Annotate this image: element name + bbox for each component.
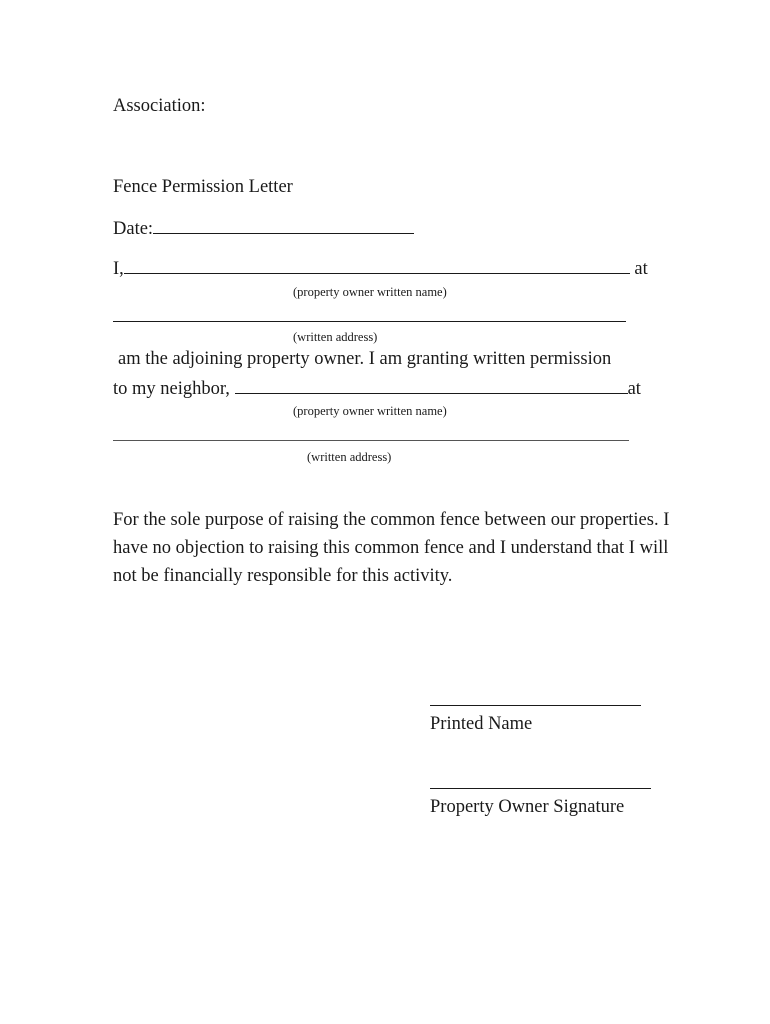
- owner-name-blank[interactable]: [124, 257, 630, 274]
- neighbor-prefix: to my neighbor,: [113, 379, 230, 399]
- date-label: Date:: [113, 219, 154, 239]
- owner-name-caption: (property owner written name): [293, 285, 447, 299]
- owner-prefix: I,: [113, 259, 124, 279]
- neighbor-address-blank[interactable]: [113, 440, 629, 441]
- neighbor-name-caption: (property owner written name): [293, 404, 447, 418]
- date-line: [113, 217, 414, 240]
- neighbor-line: [113, 377, 641, 400]
- body-paragraph: For the sole purpose of raising the common fence between our properties. I have no objection to raising this common fence and I understand that I will not be financially responsible for this activity.: [113, 510, 670, 586]
- owner-name-line: [113, 257, 648, 280]
- association-label: Association:: [113, 96, 206, 116]
- owner-address-blank[interactable]: [113, 321, 626, 322]
- owner-signature-blank[interactable]: [430, 788, 651, 789]
- neighbor-address-caption: (written address): [307, 450, 392, 464]
- owner-signature-label: Property Owner Signature: [430, 797, 625, 817]
- adjoining-statement: am the adjoining property owner. I am granting written permission: [118, 349, 612, 369]
- owner-address-caption: (written address): [293, 330, 378, 344]
- neighbor-name-blank[interactable]: [235, 377, 628, 394]
- owner-suffix: at: [634, 259, 648, 279]
- printed-name-label: Printed Name: [430, 714, 533, 734]
- neighbor-suffix: at: [627, 379, 641, 399]
- printed-name-blank[interactable]: [430, 705, 641, 706]
- letter-title: Fence Permission Letter: [113, 177, 293, 197]
- date-blank[interactable]: [153, 217, 414, 234]
